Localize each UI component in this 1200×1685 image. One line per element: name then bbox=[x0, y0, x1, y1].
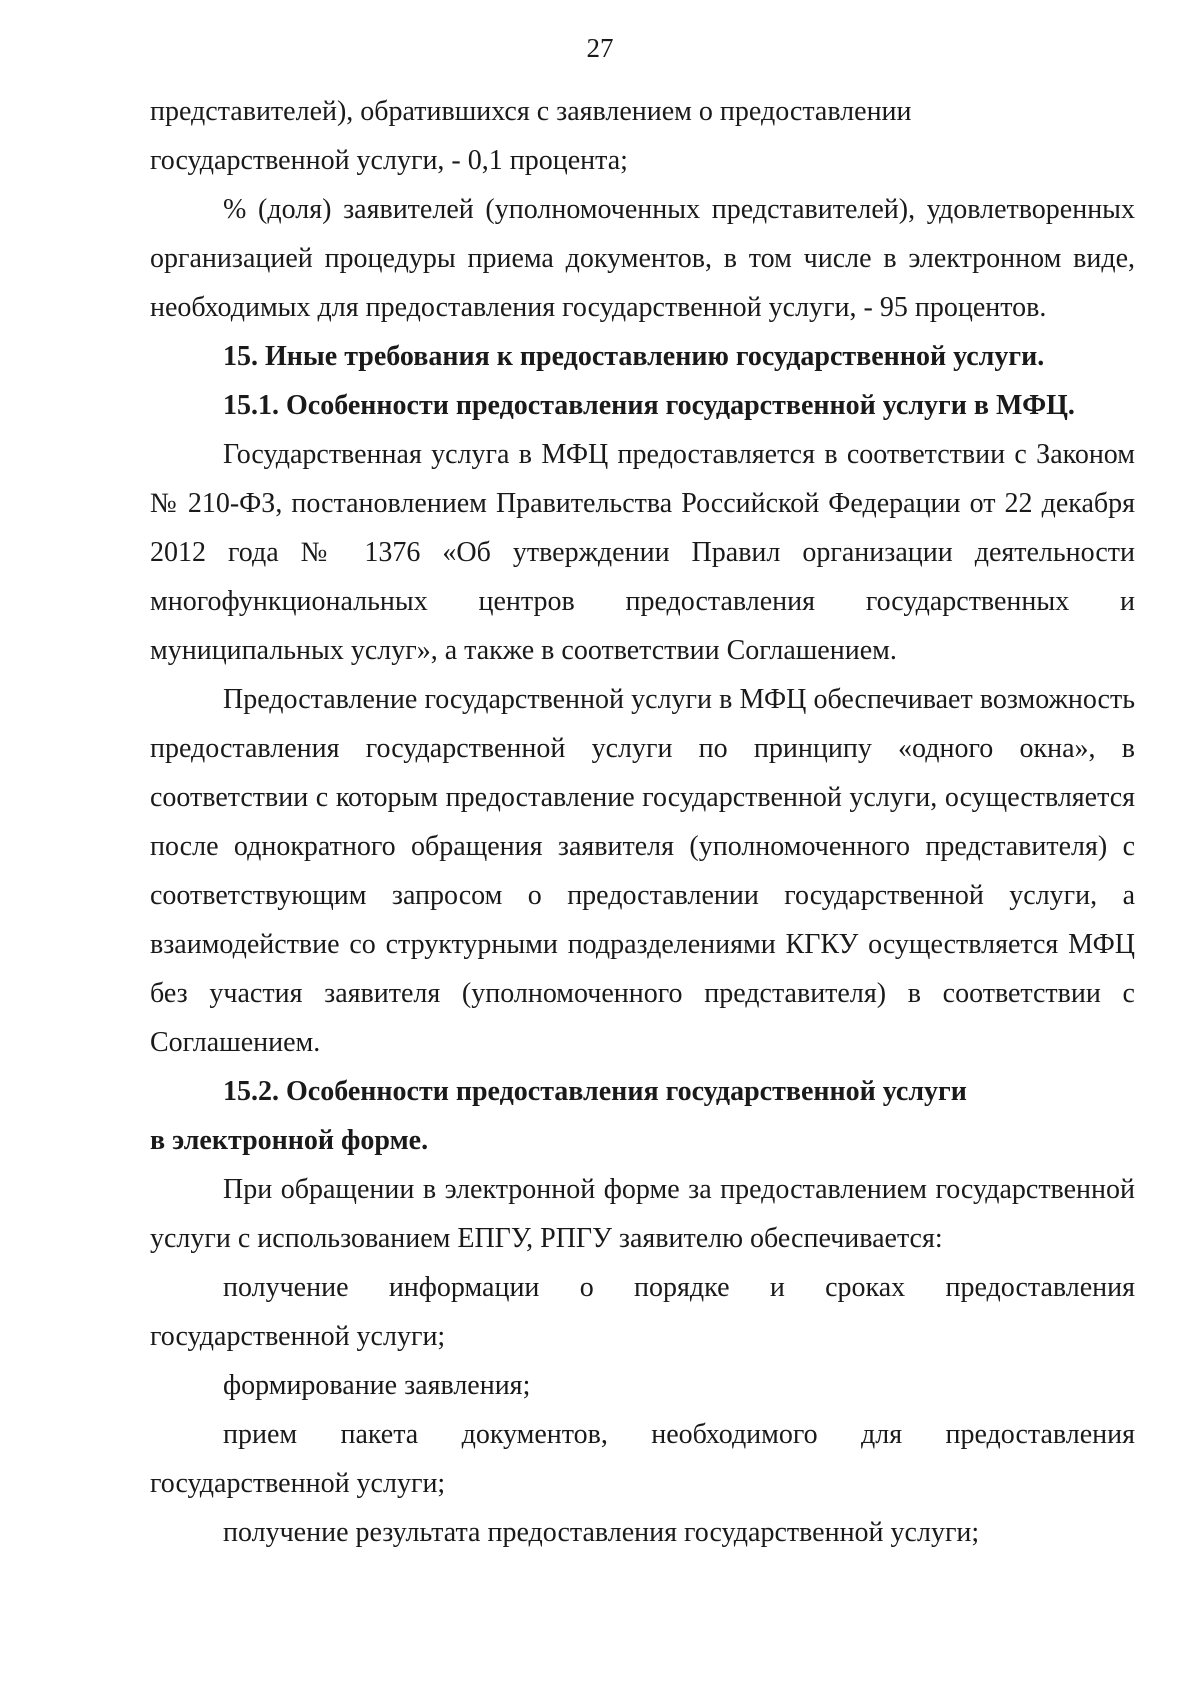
section-15-2-heading-end: в электронной форме. bbox=[150, 1125, 429, 1156]
list-item-application: формирование заявления; bbox=[223, 1370, 531, 1401]
paragraph-mfc-legal-basis: Государственная услуга в МФЦ предоставляется в соответствии с Законом № 210-ФЗ, постановлением Правительства Российской Федерации от 22 декабря 2012 года № 1376 «Об утверждении Правил организации деятельности многофункциональных центров предоставления государственных и муниципальных услуг», а также в соответствии Соглашением. bbox=[150, 439, 1135, 666]
paragraph-satisfaction-share: % (доля) заявителей (уполномоченных представителей), удовлетворенных организацией процедуры приема документов, в том числе в электронном виде, необходимых для предоставления государственной услуги, - 95 процентов. bbox=[150, 194, 1135, 323]
list-item-information: получение информации о порядке и сроках предоставления государственной услуги; bbox=[150, 1272, 1135, 1352]
paragraph-electronic-form: При обращении в электронной форме за предоставлением государственной услуги с использованием ЕПГУ, РПГУ заявителю обеспечивается: bbox=[150, 1174, 1135, 1254]
paragraph-one-window: Предоставление государственной услуги в МФЦ обеспечивает возможность предоставления государственной услуги по принципу «одного окна», в соответствии с которым предоставление государственной услуги, осуществляется после однократного обращения заявителя (уполномоченного представителя) с соответствующим запросом о предоставлении государственной услуги, а взаимодействие со структурными подразделениями КГКУ осуществляется МФЦ без участия заявителя (уполномоченного представителя) в соответствии с Соглашением. bbox=[150, 684, 1135, 1058]
page-number: 27 bbox=[586, 33, 614, 63]
list-item-documents: прием пакета документов, необходимого для предоставления государственной услуги; bbox=[150, 1419, 1135, 1499]
paragraph-continuation-line: представителей), обратившихся с заявлением о предоставлении bbox=[150, 96, 912, 127]
paragraph-continuation-end: государственной услуги, - 0,1 процента; bbox=[150, 145, 628, 176]
document-body bbox=[150, 87, 1135, 1557]
section-15-heading: 15. Иные требования к предоставлению государственной услуги. bbox=[223, 341, 1045, 372]
section-15-2-heading: 15.2. Особенности предоставления государственной услуги bbox=[223, 1076, 967, 1107]
list-item-result: получение результата предоставления государственной услуги; bbox=[223, 1517, 980, 1548]
section-15-1-heading: 15.1. Особенности предоставления государственной услуги в МФЦ. bbox=[223, 390, 1075, 421]
